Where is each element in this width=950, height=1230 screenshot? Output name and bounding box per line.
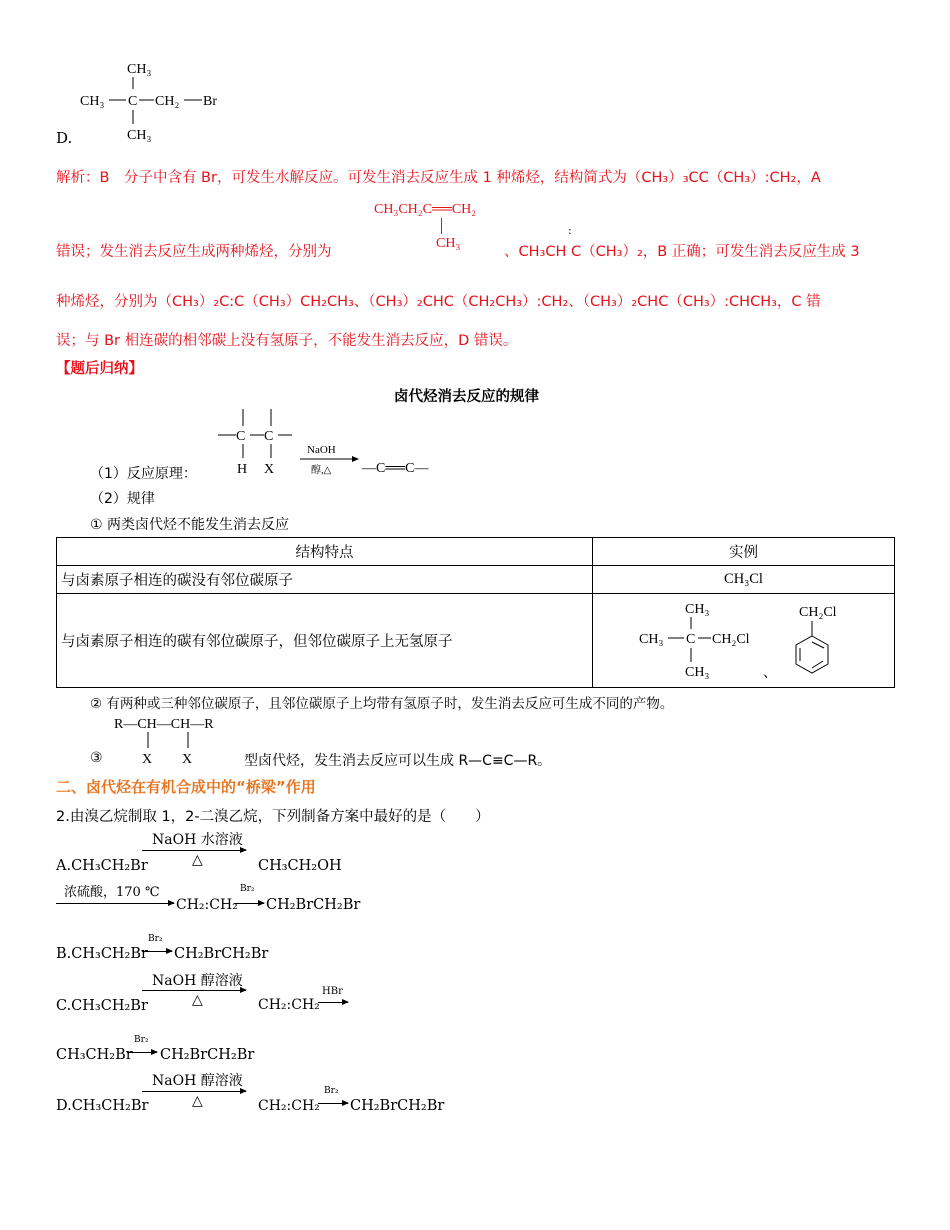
mech-x: X	[264, 462, 275, 477]
option-d-mid: CH₂:CH₂	[258, 1098, 320, 1114]
rule-3-text: 型卤代烃，发生消去反应可以生成 R—C≡C—R。	[244, 753, 552, 769]
option-d-structure	[76, 56, 236, 146]
option-d-arrow-2	[318, 1103, 348, 1104]
option-a-cond-2: 浓硫酸，170 ℃	[64, 885, 160, 900]
option-a-arrow-2	[56, 903, 174, 904]
option-c-arrow-3	[127, 1052, 157, 1053]
ch3-bottom: CH₃	[127, 128, 152, 143]
rule-3-num: ③	[90, 750, 103, 766]
example-separator: 、	[763, 665, 777, 681]
option-c-start-2: CH₃CH₂Br	[56, 1047, 133, 1063]
row2-structure: 与卤素原子相连的碳有邻位碳原子，但邻位碳原子上无氢原子	[57, 594, 593, 688]
rule-2: ② 有两种或三种邻位碳原子，且邻位碳原子上均带有氢原子时，发生消去反应可生成不同的产物。	[90, 696, 674, 712]
row1-example: CH₃Cl	[593, 566, 895, 594]
option-c-final: CH₂BrCH₂Br	[160, 1047, 255, 1063]
option-a-product: CH₃CH₂OH	[258, 858, 342, 874]
option-a-mid: CH₂:CH₂	[176, 897, 238, 913]
row2-example	[593, 594, 895, 688]
analysis-line-4: 误；与 Br 相连碳的相邻碳上没有氢原子，不能发生消去反应，D 错误。	[56, 333, 518, 349]
analysis-line-1: 解析：B 分子中含有 Br，可发生水解反应。可发生消去反应生成 1 种烯烃，结构简式为（CH₃）₃CC（CH₃）:CH₂，A	[56, 170, 821, 186]
reagent-top: NaOH	[307, 444, 336, 456]
table-header-structure: 结构特点	[57, 538, 593, 566]
row1-structure: 与卤素原子相连的碳没有邻位碳原子	[57, 566, 593, 594]
colon-mark: :	[568, 224, 572, 237]
option-a-cond-bottom: △	[192, 852, 203, 868]
option-c-br2: Br₂	[134, 1035, 149, 1045]
ch3-left: CH₃	[80, 94, 105, 109]
option-d-cond-bottom: △	[192, 1093, 203, 1109]
option-d-br2: Br₂	[324, 1086, 339, 1096]
option-b-arrow	[142, 951, 172, 952]
option-a-cond-top: NaOH 水溶液	[152, 832, 243, 848]
reaction-mechanism	[214, 404, 444, 482]
analysis-line-2-left: 错误；发生消去反应生成两种烯烃，分别为	[56, 244, 332, 260]
br: Br	[203, 94, 217, 109]
option-a-arrow-3	[234, 903, 264, 904]
table-row	[57, 566, 895, 594]
option-d-cond-top: NaOH 醇溶液	[152, 1073, 243, 1089]
analysis-line-2-right: 、CH₃CH C（CH₃）₂，B 正确；可发生消去反应生成 3	[504, 244, 860, 260]
option-d-final: CH₂BrCH₂Br	[350, 1098, 445, 1114]
option-c-cond-top: NaOH 醇溶液	[152, 973, 243, 989]
mech-c1: C	[236, 429, 246, 444]
analysis-struct-bond	[441, 218, 442, 234]
option-d-start: D.CH₃CH₂Br	[56, 1098, 149, 1114]
analysis-line-3: 种烯烃，分别为（CH₃）₂C:C（CH₃）CH₂CH₃、（CH₃）₂CHC（CH₂CH₃）:CH₂、（CH₃）₂CHC（CH₃）:CHCH₃，C 错	[56, 294, 821, 310]
svg-text:CH₃: CH₃	[685, 602, 710, 617]
option-a-final: CH₂BrCH₂Br	[266, 897, 361, 913]
option-a-br2: Br₂	[240, 884, 255, 894]
svg-text:C: C	[686, 632, 696, 647]
table-row	[57, 594, 895, 688]
item-2: （2）规律	[90, 491, 155, 507]
mech-c2: C	[264, 429, 274, 444]
neopentyl-chloride	[633, 598, 773, 684]
mech-h: H	[237, 462, 248, 477]
option-d-label: D.	[56, 129, 73, 147]
option-a-arrow-1	[142, 850, 246, 851]
option-c-arrow-2	[318, 1002, 348, 1003]
ch2: CH₂	[155, 94, 180, 109]
svg-text:CH₃: CH₃	[685, 665, 710, 680]
option-c-hbr: HBr	[322, 986, 343, 997]
option-c-start: C.CH₃CH₂Br	[56, 998, 148, 1014]
option-c-mid: CH₂:CH₂	[258, 997, 320, 1013]
analysis-struct-bottom: CH₃	[436, 236, 461, 251]
option-d-arrow-1	[142, 1091, 246, 1092]
rule-3-x2: X	[182, 752, 193, 767]
svg-text:CH₂Cl: CH₂Cl	[799, 605, 837, 620]
ch3-top: CH₃	[127, 62, 152, 77]
table-header-example: 实例	[593, 538, 895, 566]
rule-3-structure	[108, 712, 248, 768]
svg-text:CH₂Cl: CH₂Cl	[712, 632, 750, 647]
option-b-start: B.CH₃CH₂Br	[56, 946, 148, 962]
option-b-product: CH₂BrCH₂Br	[174, 946, 269, 962]
quaternary-c: C	[128, 94, 138, 109]
summary-title: 卤代烃消去反应的规律	[394, 389, 539, 405]
question-2: 2.由溴乙烷制取 1，2-二溴乙烷，下列制备方案中最好的是（ ）	[56, 809, 490, 825]
option-c-cond-bottom: △	[192, 992, 203, 1008]
reagent-bottom: 醇,△	[311, 465, 332, 476]
svg-text:CH₃: CH₃	[639, 632, 664, 647]
rule-3-chain: R—CH—CH—R	[114, 717, 214, 732]
option-a-start: A.CH₃CH₂Br	[56, 858, 148, 874]
section-2-heading: 二、卤代烃在有机合成中的“桥梁”作用	[56, 778, 316, 796]
rule-1: ① 两类卤代烃不能发生消去反应	[90, 517, 290, 533]
benzyl-chloride	[785, 602, 855, 684]
structure-table	[56, 537, 895, 688]
mech-product: —C══C—	[362, 461, 429, 476]
item-1: （1）反应原理：	[90, 466, 197, 482]
option-c-arrow-1	[142, 990, 246, 991]
option-b-br2: Br₂	[148, 934, 163, 944]
analysis-struct-top: CH₃CH₂C══CH₂	[374, 202, 477, 217]
rule-3-x1: X	[142, 752, 153, 767]
summary-heading: 【题后归纳】	[56, 361, 143, 377]
